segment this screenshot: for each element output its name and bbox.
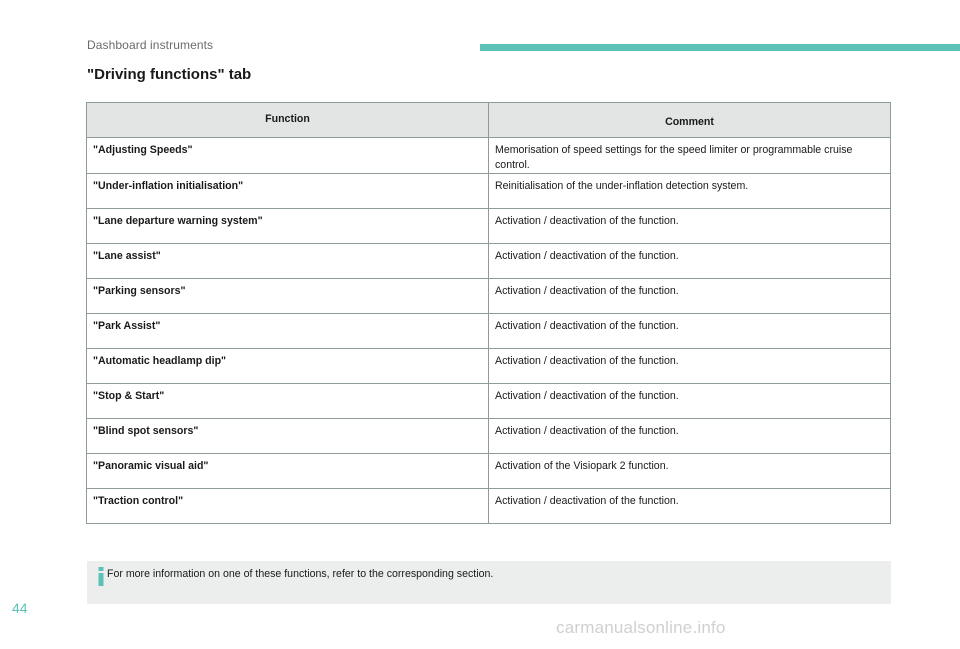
table-row bbox=[87, 279, 891, 314]
comment-cell: Activation / deactivation of the function. bbox=[489, 384, 891, 419]
section-title: "Driving functions" tab bbox=[87, 66, 252, 83]
table-header-row bbox=[87, 103, 891, 138]
comment-cell: Activation of the Visiopark 2 function. bbox=[489, 454, 891, 489]
function-cell: "Traction control" bbox=[87, 489, 489, 524]
column-header-function: Function bbox=[87, 103, 489, 138]
function-cell: "Under-inflation initialisation" bbox=[87, 174, 489, 209]
table-row bbox=[87, 138, 891, 174]
function-cell: "Adjusting Speeds" bbox=[87, 138, 489, 174]
function-cell: "Lane departure warning system" bbox=[87, 209, 489, 244]
driving-functions-table bbox=[86, 102, 891, 524]
table-row bbox=[87, 244, 891, 279]
comment-cell: Activation / deactivation of the function. bbox=[489, 279, 891, 314]
table-row bbox=[87, 209, 891, 244]
table-row bbox=[87, 419, 891, 454]
column-header-comment: Comment bbox=[489, 103, 891, 138]
function-cell: "Lane assist" bbox=[87, 244, 489, 279]
function-cell: "Stop & Start" bbox=[87, 384, 489, 419]
page-number: 44 bbox=[12, 600, 28, 616]
table-row bbox=[87, 384, 891, 419]
function-cell: "Automatic headlamp dip" bbox=[87, 349, 489, 384]
comment-cell: Activation / deactivation of the function. bbox=[489, 349, 891, 384]
watermark: carmanualsonline.info bbox=[556, 618, 726, 637]
comment-cell: Activation / deactivation of the function. bbox=[489, 244, 891, 279]
info-note bbox=[87, 561, 891, 604]
table-row bbox=[87, 489, 891, 524]
info-note-text: For more information on one of these functions, refer to the corresponding section. bbox=[107, 568, 494, 580]
comment-cell: Memorisation of speed settings for the speed limiter or programmable cruise control. bbox=[489, 138, 891, 174]
comment-cell: Activation / deactivation of the function. bbox=[489, 314, 891, 349]
header-accent-bar bbox=[480, 44, 960, 51]
table-row bbox=[87, 349, 891, 384]
function-cell: "Parking sensors" bbox=[87, 279, 489, 314]
comment-cell: Activation / deactivation of the function. bbox=[489, 209, 891, 244]
function-cell: "Park Assist" bbox=[87, 314, 489, 349]
running-header: Dashboard instruments bbox=[87, 38, 214, 52]
function-cell: "Blind spot sensors" bbox=[87, 419, 489, 454]
info-icon bbox=[97, 567, 105, 586]
comment-cell: Activation / deactivation of the function. bbox=[489, 489, 891, 524]
table-row bbox=[87, 174, 891, 209]
function-cell: "Panoramic visual aid" bbox=[87, 454, 489, 489]
comment-cell: Reinitialisation of the under-inflation detection system. bbox=[489, 174, 891, 209]
table-row bbox=[87, 454, 891, 489]
table-row bbox=[87, 314, 891, 349]
comment-cell: Activation / deactivation of the function. bbox=[489, 419, 891, 454]
